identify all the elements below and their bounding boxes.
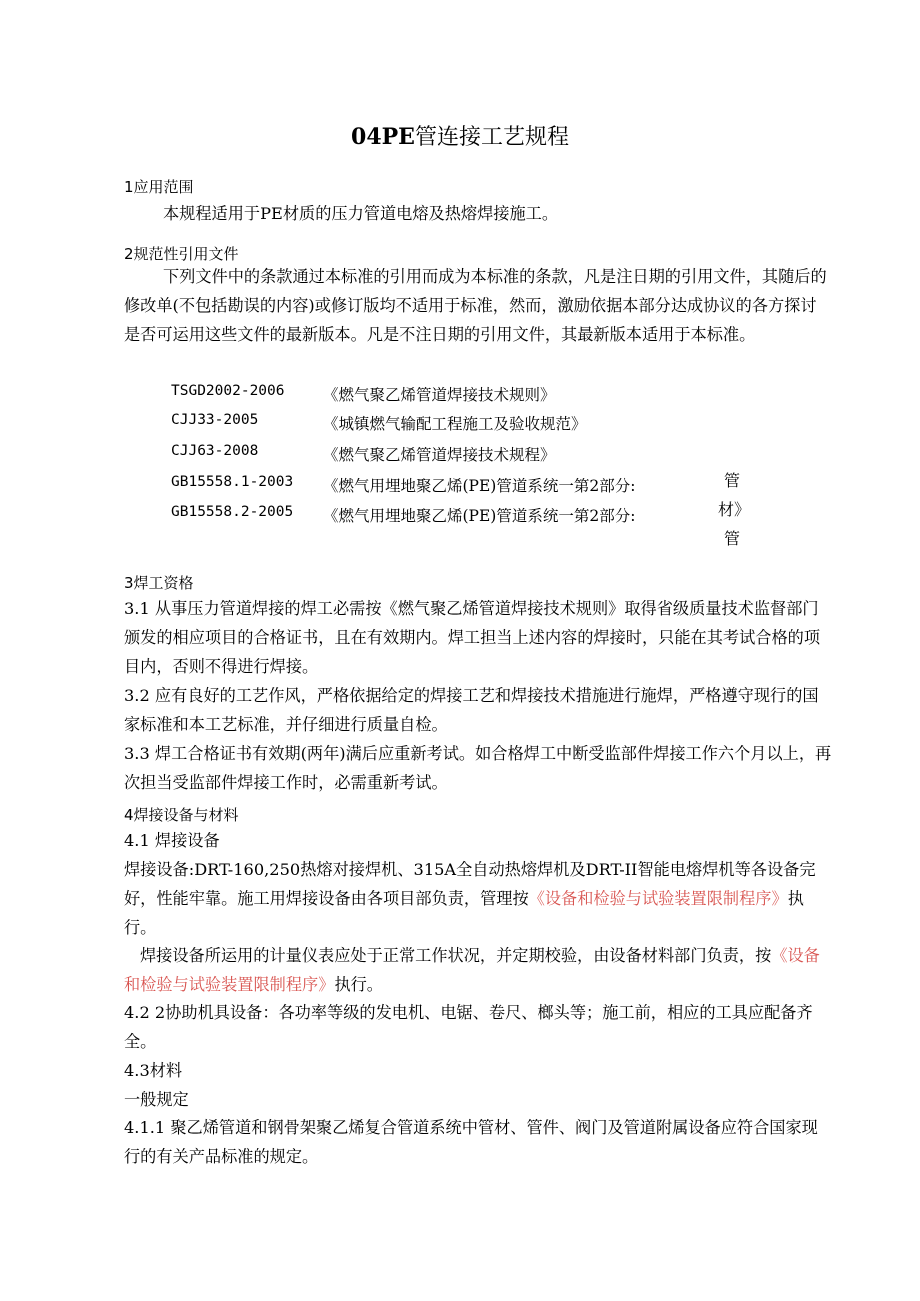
section-3-heading: 3焊工资格 — [124, 574, 194, 592]
section-1-text: 本规程适用于PE材质的压力管道电熔及热熔焊接施工。 — [163, 204, 559, 223]
section-4-2: 4.2 2协助机具设备：各功率等级的发电机、电锯、卷尺、榔头等；施工前，相应的工具应配备齐全。 — [124, 1003, 813, 1051]
title-text: 管连接工艺规程 — [414, 125, 569, 150]
reference-code: CJJ33-2005 — [171, 412, 259, 428]
title-prefix: 04PE — [351, 124, 415, 150]
reference-name: 《燃气聚乙烯管道焊接技术规则》 — [323, 386, 556, 404]
section-3-2: 3.2 应有良好的工艺作风，严格依据给定的焊接工艺和焊接技术措施进行施焊，严格遵守现行的国家标准和本工艺标准，并仔细进行质量自检。 — [124, 686, 819, 734]
section-2-heading: 2规范性引用文件 — [124, 245, 239, 263]
section-4-1-instruments — [124, 941, 832, 999]
section-2-text: 下列文件中的条款通过本标准的引用而成为本标准的条款，凡是注日期的引用文件，其随后的修改单(不包括勘误的内容)或修订版均不适用于标准，然而，激励依据本部分达成协议的各方探讨是否可运用这些文件的最新版本。凡是不注日期的引用文件，其最新版本适用于本标准。 — [124, 267, 827, 344]
section-3-3: 3.3 焊工合格证书有效期(两年)满后应重新考试。如合格焊工中断受监部件焊接工作六个月以上，再次担当受监部件焊接工作时，必需重新考试。 — [124, 744, 832, 792]
reference-code: GB15558.1-2003 — [171, 474, 294, 490]
text: 焊接设备所运用的计量仪表应处于正常工作状况，并定期校验，由设备材料部门负责，按 — [140, 946, 772, 965]
text: 焊接设备:DRT-160,250热熔对接焊机、315A全自动热熔焊机及DRT-II智能电熔焊机等各设备完好，性能牢靠。施工用焊接设备由各项目部负责，管理按 — [124, 860, 816, 908]
text: 执行。 — [124, 889, 804, 937]
general-rules-heading: 一般规定 — [124, 1090, 189, 1109]
reference-code: GB15558.2-2005 — [171, 504, 294, 520]
overflow-text: 管 — [724, 529, 741, 548]
document-title — [0, 120, 920, 151]
reference-name: 《燃气用埋地聚乙烯(PE)管道系统一第2部分: — [323, 477, 636, 495]
section-3-1: 3.1 从事压力管道焊接的焊工必需按《燃气聚乙烯管道焊接技术规则》取得省级质量技术监督部门颁发的相应项目的合格证书，且在有效期内。焊工担当上述内容的焊接时，只能在其考试合格的项目内，否则不得进行焊接。 — [124, 599, 821, 676]
section-4-heading: 4焊接设备与材料 — [124, 806, 239, 824]
section-4-1-heading: 4.1 焊接设备 — [124, 831, 220, 850]
reference-code: TSGD2002-2006 — [171, 383, 285, 399]
procedure-link[interactable]: 《设备和检验与试验装置限制程序》 — [528, 889, 788, 908]
overflow-text: 材》 — [718, 500, 751, 519]
reference-name: 《城镇燃气输配工程施工及验收规范》 — [323, 415, 587, 433]
procedure-link[interactable]: 《设备和检验与试验装置限制程序》 — [124, 946, 820, 994]
section-4-3-heading: 4.3材料 — [124, 1061, 183, 1080]
section-1-heading: 1应用范围 — [124, 178, 194, 196]
reference-name: 《燃气用埋地聚乙烯(PE)管道系统一第2部分: — [323, 507, 636, 525]
section-4-1-text — [124, 855, 832, 942]
section-4-1-1: 4.1.1 聚乙烯管道和钢骨架聚乙烯复合管道系统中管材、管件、阀门及管道附属设备应符合国家现行的有关产品标准的规定。 — [124, 1118, 818, 1166]
overflow-text: 管 — [724, 471, 741, 490]
text: 执行。 — [334, 975, 383, 994]
reference-name: 《燃气聚乙烯管道焊接技术规程》 — [323, 446, 556, 464]
reference-code: CJJ63-2008 — [171, 443, 259, 459]
